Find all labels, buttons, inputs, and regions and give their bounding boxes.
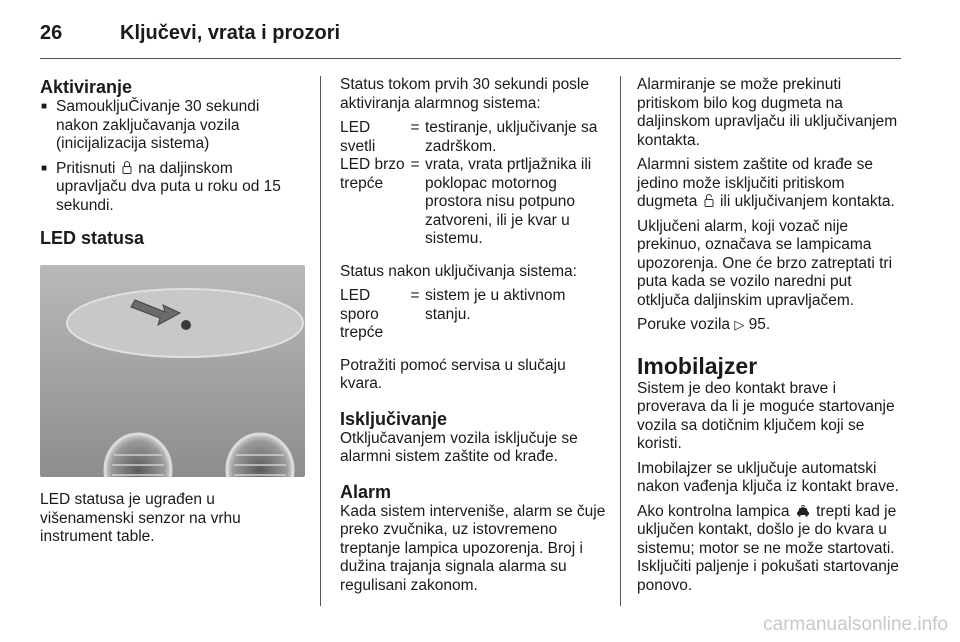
list-item-text: na daljinskom upravljaču dva puta u roku od 15 sekundi. [56,159,281,214]
image-caption: LED statusa je ugrađen u višenamenski senzor na vrhu instrument table. [40,491,241,545]
deactivation-text: Otključavanjem vozila isključuje se alarmni sistem zaštite od krađe. [340,429,578,465]
alarm-interrupt-text: Alarmiranje se može prekinuti pritiskom bilo kog dugmeta na daljinskom upravljaču ili uključivanjem kontakta. [637,76,898,149]
section-heading-led: LED statusa [40,228,145,248]
definition-row [340,119,608,156]
definition-row [340,156,608,249]
page-reference-icon: ▷ [734,317,745,332]
column-middle [340,76,608,595]
definition-term: LED brzo trepće [340,156,405,192]
dashboard-led-photo [40,265,305,477]
alarm-text: Kada sistem interveniše, alarm se čuje preko zvučnika, uz istovremeno treptanje lampica upozorenja. Broj i dužina trajanja signala alarma su regulisani zakonom. [340,502,606,594]
status-intro: Status tokom prvih 30 sekundi posle aktiviranja alarmnog sistema: [340,76,589,112]
alarm-disable-text [637,156,905,212]
column-left [40,76,305,547]
definition-text: testiranje, uključivanje sa zadrškom. [425,119,598,155]
service-note: Potražiti pomoć servisa u slučaju kvara. [340,356,566,392]
column-divider [620,76,621,606]
car-key-warning-icon [796,505,810,517]
page-title: Ključevi, vrata i prozori [120,22,341,44]
definition-text: vrata, vrata prtljažnika ili poklopac motornog prostora nisu potpuno zatvoreni, ili je kvar u sistemu. [425,156,592,247]
page-reference: 95. [748,316,771,333]
paragraph-text: Ako kontrolna lampica [637,502,790,520]
paragraph-text: trepti kad je uključen kontakt, došlo je do kvara u sistemu; motor se ne može startovati. Isključiti paljenje i pokušati startovanje ponovo. [637,502,899,594]
status-after: Status nakon uključivanja sistema: [340,262,577,280]
status-definitions [340,119,608,249]
unlock-icon [704,193,714,208]
list-item-text: Pritisnuti [56,159,116,177]
definition-term: LED sporo trepće [340,287,384,341]
paragraph-text: ili uključivanjem kontakta. [719,193,895,210]
page-number: 26 [40,22,63,44]
section-heading-immobilizer: Imobilajzer [637,352,758,379]
definition-equals: = [410,156,420,173]
section-heading-deactivation: Isključivanje [340,408,448,429]
status-definitions [340,287,608,343]
definition-text: sistem je u aktivnom stanju. [425,287,566,323]
header-divider [40,58,901,59]
section-heading-activation: Aktiviranje [40,77,133,97]
paragraph-text: Poruke vozila [637,316,731,333]
immobilizer-auto-text: Imobilajzer se uključuje automatski nakon vađenja ključa iz kontakt brave. [637,459,899,495]
watermark: carmanualsonline.info [763,614,948,635]
paragraph-text: Alarmni sistem zaštite od krađe se jedino može isključiti pritiskom dugmeta [637,156,874,210]
list-item [40,98,305,154]
alarm-indication-text: Uključeni alarm, koji vozač nije prekinuo, označava se lampicama upozorenja. One će brzo zatreptati tri puta kada se vozilo naredni put otključa daljinskim upravljačem. [637,217,893,309]
list-item-text: SamoukljuČivanje 30 sekundi nakon zaključavanja vozila (inicijalizacija sistema) [56,98,260,152]
vehicle-messages-ref [637,316,905,335]
lock-icon [122,160,132,175]
activation-list [40,98,305,215]
immobilizer-text: Sistem je deo kontakt brave i proverava da li je moguće startovanje vozila sa dotičnim ključem koji se koristi. [637,379,895,452]
definition-equals: = [410,287,420,304]
section-heading-alarm: Alarm [340,481,392,502]
immobilizer-warning-text [637,503,905,596]
definition-equals: = [410,119,420,136]
column-divider [320,76,321,606]
list-item [40,160,305,216]
definition-row [340,287,608,343]
column-right [637,76,905,595]
definition-term: LED svetli [340,119,376,155]
